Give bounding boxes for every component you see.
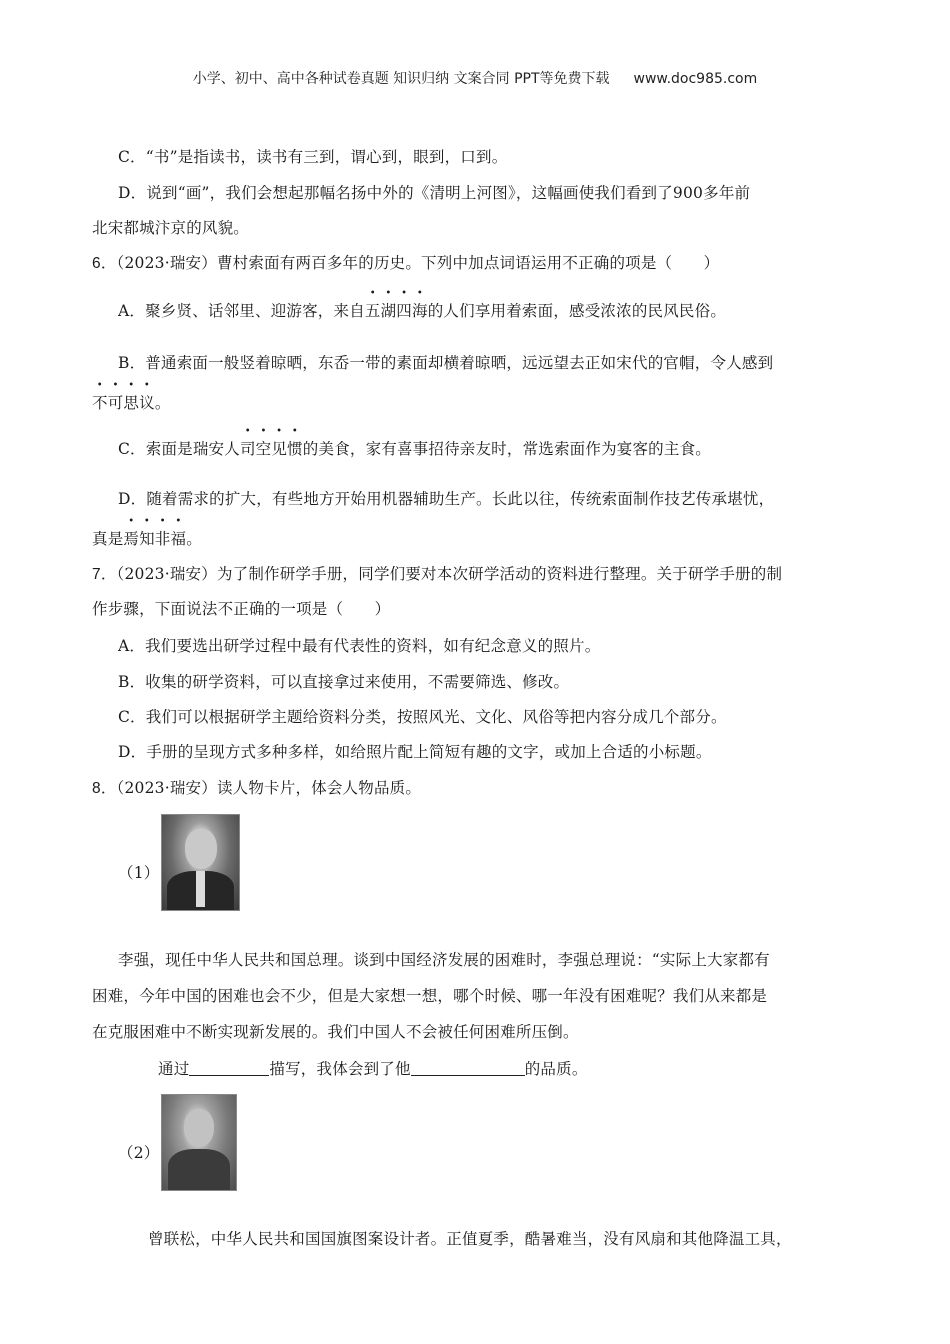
q6-a-pre: A．聚乡贤、话邻里、迎游客，来自 bbox=[118, 302, 365, 320]
q8-part1-line2: 困难，今年中国的困难也会不少，但是大家想一想，哪个时候、哪一年没有困难呢？我们从来都是 bbox=[92, 987, 768, 1005]
q8-stem bbox=[92, 777, 421, 800]
q7-option-b: B．收集的研学资料，可以直接拿过来使用，不需要筛选、修改。 bbox=[118, 673, 570, 691]
q6-b-dotted-word bbox=[92, 380, 155, 414]
emphasis-dots: • • • • bbox=[244, 426, 298, 437]
q6-option-a bbox=[118, 288, 727, 322]
q7-option-a: A．我们要选出研学过程中最有代表性的资料，如有纪念意义的照片。 bbox=[118, 637, 601, 655]
q6-d-pre: 真是 bbox=[92, 530, 124, 548]
q7-option-c: C．我们可以根据研学主题给资料分类，按照风光、文化、风俗等把内容分成几个部分。 bbox=[118, 708, 727, 726]
prev-option-d-line2: 北宋都城汴京的风貌。 bbox=[92, 219, 250, 237]
q7-option-d: D．手册的呈现方式多种多样，如给照片配上简短有趣的文字，或加上合适的小标题。 bbox=[118, 743, 712, 761]
prev-option-d-line1: D．说到“画”，我们会想起那幅名扬中外的《清明上河图》，这幅画使我们看到了900多年前 bbox=[118, 184, 751, 202]
q8-part1-line3: 在克服困难中不断实现新发展的。我们中国人不会被任何困难所压倒。 bbox=[92, 1023, 579, 1041]
q8-part1-line1: 李强，现任中华人民共和国总理。谈到中国经济发展的困难时，李强总理说：“实际上大家都有 bbox=[118, 951, 770, 969]
q6-stem-text: （2023·瑞安）曹村索面有两百多年的历史。下列中加点词语运用不正确的项是（ ） bbox=[116, 254, 720, 272]
fill-post: 的品质。 bbox=[524, 1060, 588, 1078]
q7-number: 7． bbox=[92, 566, 117, 583]
header-text: 小学、初中、高中各种试卷真题 知识归纳 文案合同 PPT等免费下载 bbox=[192, 71, 610, 87]
q6-a-word: 五湖四海 bbox=[364, 302, 428, 320]
q7-stem-text: （2023·瑞安）为了制作研学手册，同学们要对本次研学活动的资料进行整理。关于研学手册的制 bbox=[116, 565, 783, 583]
q6-b-word: 不可思议 bbox=[92, 394, 155, 412]
q6-b-post: 。 bbox=[154, 394, 171, 412]
q8-stem-text: （2023·瑞安）读人物卡片，体会人物品质。 bbox=[116, 779, 422, 797]
q8-part1-label: （1） bbox=[118, 864, 160, 882]
q7-stem-line2: 作步骤，下面说法不正确的一项是（ ） bbox=[92, 600, 391, 618]
q6-c-word: 司空见惯 bbox=[239, 440, 303, 458]
q6-c-pre: C．索面是瑞安人 bbox=[118, 440, 240, 458]
q6-d-dotted-word bbox=[123, 516, 187, 550]
fill-pre: 通过 bbox=[158, 1060, 190, 1078]
q6-c-post: 的美食，家有喜事招待亲友时，常选索面作为宴客的主食。 bbox=[302, 440, 711, 458]
q8-number: 8． bbox=[92, 780, 117, 797]
q8-part2-label: （2） bbox=[118, 1144, 160, 1162]
emphasis-dots: • • • • bbox=[128, 516, 182, 527]
q6-a-dotted-word bbox=[364, 288, 428, 322]
portrait-photo-zeng-liansong bbox=[161, 1094, 237, 1191]
q6-option-b-line1: B．普通索面一般竖着晾晒，东岙一带的素面却横着晾晒，远远望去正如宋代的官帽，令人感到 bbox=[118, 354, 774, 372]
portrait-photo-li-qiang bbox=[161, 814, 240, 911]
page-header bbox=[0, 68, 950, 88]
header-url[interactable]: www.doc985.com bbox=[633, 71, 758, 87]
q6-option-d-line2 bbox=[92, 516, 202, 550]
q8-part2-line1: 曾联松，中华人民共和国国旗图案设计者。正值夏季，酷暑难当，没有风扇和其他降温工具， bbox=[148, 1230, 792, 1248]
fill-mid: 描写，我体会到了他 bbox=[269, 1060, 411, 1078]
q6-d-word: 焉知非福 bbox=[123, 530, 187, 548]
q6-c-dotted-word bbox=[239, 426, 303, 460]
blank-description-type[interactable] bbox=[189, 1059, 269, 1076]
q6-option-b-line2 bbox=[92, 380, 171, 414]
q6-d-post: 。 bbox=[186, 530, 202, 548]
q8-fill-in-line bbox=[158, 1058, 588, 1080]
q6-number: 6． bbox=[92, 255, 117, 272]
blank-quality[interactable] bbox=[411, 1059, 525, 1076]
q7-stem-line1 bbox=[92, 563, 782, 586]
q6-option-c bbox=[118, 426, 711, 460]
q6-a-post: 的人们享用着索面，感受浓浓的民风民俗。 bbox=[427, 302, 727, 320]
emphasis-dots: • • • • bbox=[96, 380, 151, 391]
q6-stem bbox=[92, 252, 719, 275]
prev-option-c: C．“书”是指读书，读书有三到，谓心到，眼到，口到。 bbox=[118, 148, 508, 166]
emphasis-dots: • • • • bbox=[369, 288, 423, 299]
q6-option-d-line1: D．随着需求的扩大，有些地方开始用机器辅助生产。长此以往，传统索面制作技艺传承堪忧， bbox=[118, 490, 775, 508]
